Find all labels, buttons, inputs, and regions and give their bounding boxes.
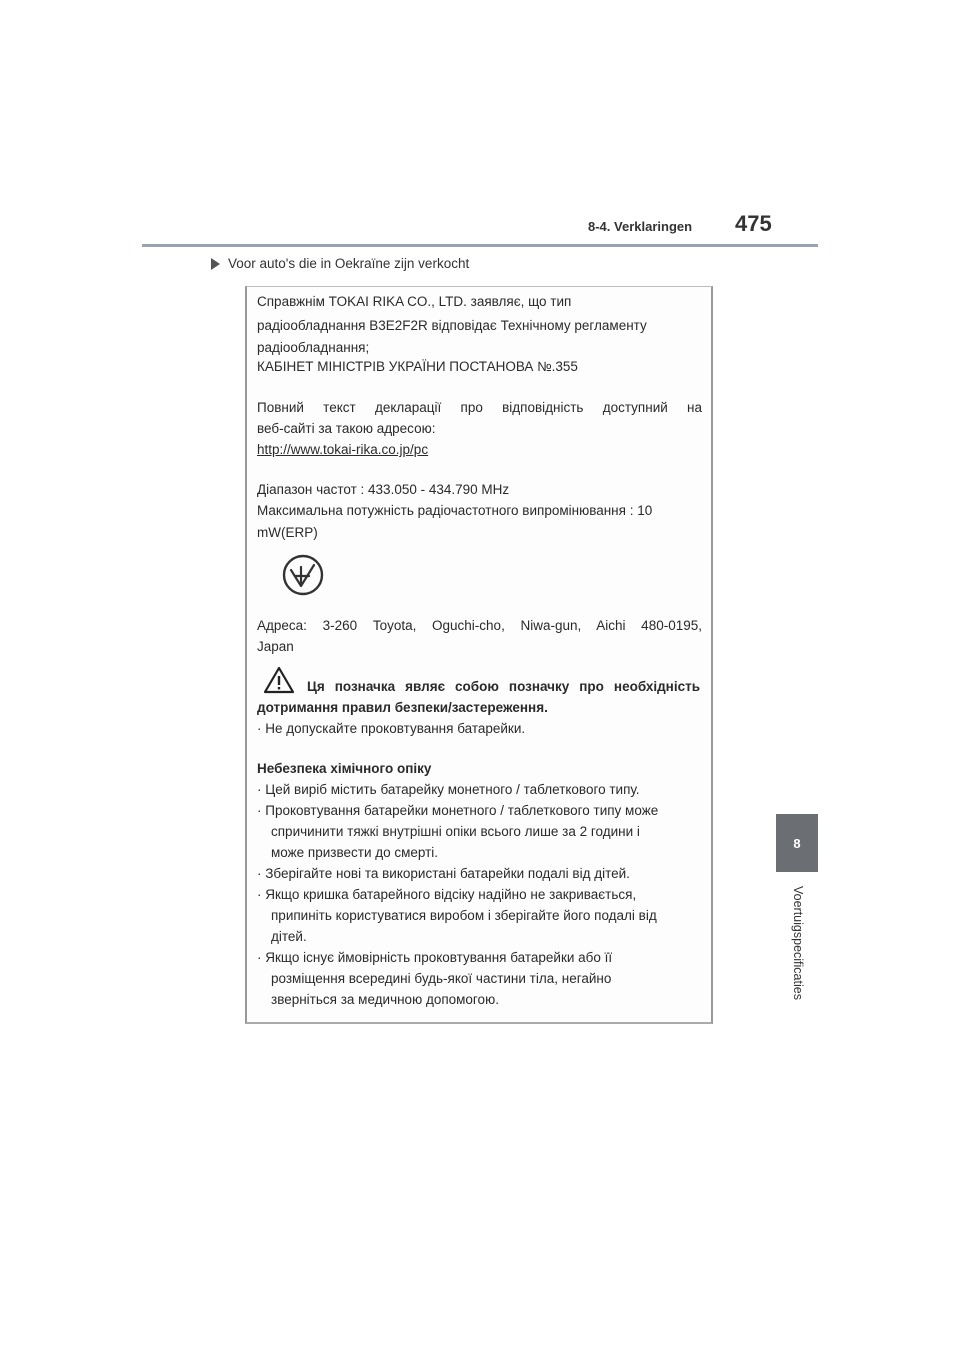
chemical-item-2c: може призвести до смерті. xyxy=(271,845,439,860)
chemical-item-1: · Цей виріб містить батарейку монетного / таблеткового типу. xyxy=(257,782,640,797)
freq-line: Діапазон частот : 433.050 - 434.790 MHz xyxy=(257,482,510,497)
ukrainian-conformity-mark-icon xyxy=(281,553,325,597)
decl-line-3: радіообладнання; xyxy=(257,340,370,355)
address-line-2: Japan xyxy=(257,639,294,654)
chemical-item-5c: зверніться за медичною допомогою. xyxy=(271,992,499,1007)
decl-line-1: Справжнім TOKAI RIKA CO., LTD. заявляє, що тип xyxy=(257,294,572,309)
page-number: 475 xyxy=(735,211,772,236)
side-title: Voertuigspecificaties xyxy=(791,886,805,1000)
warning-line-1: Ця позначка являє собою позначку про необхідність xyxy=(307,679,700,694)
chapter-tab: 8 xyxy=(776,814,818,872)
header-section: 8-4. Verklaringen xyxy=(588,219,693,234)
subheading xyxy=(211,256,469,271)
chemical-item-5b: розміщення всередині будь-якої частини тіла, негайно xyxy=(271,971,612,986)
decl-line-4: КАБІНЕТ МІНІСТРІВ УКРАЇНИ ПОСТАНОВА №.355 xyxy=(257,359,578,374)
warning-line-2: дотримання правил безпеки/застереження. xyxy=(257,700,548,715)
decl-line-2: радіообладнання B3E2F2R відповідає Технічному регламенту xyxy=(257,318,647,333)
warning-item-1: · Не допускайте проковтування батарейки. xyxy=(257,721,526,736)
fulltext-line-2: веб-сайті за такою адресою: xyxy=(257,421,436,436)
subheading-text: Voor auto's die in Oekraïne zijn verkocht xyxy=(228,256,470,271)
fulltext-line-1: Повний текст декларації про відповідність доступний на xyxy=(257,400,702,415)
url-link[interactable]: http://www.tokai-rika.co.jp/pc xyxy=(257,442,429,457)
warning-triangle-icon xyxy=(263,666,295,694)
chemical-item-2a: · Проковтування батарейки монетного / таблеткового типу може xyxy=(257,803,659,818)
chemical-item-4b: припиніть користуватися виробом і зберігайте його подалі від xyxy=(271,908,657,923)
declaration-box xyxy=(245,286,713,1024)
address-line-1: Адреса: 3-260 Toyota, Oguchi-cho, Niwa-gun, Aichi 480-0195, xyxy=(257,618,702,633)
header-rule xyxy=(142,244,818,247)
power-line-1: Максимальна потужність радіочастотного випромінювання : 10 xyxy=(257,503,653,518)
chemical-item-2b: спричинити тяжкі внутрішні опіки всього лише за 2 години і xyxy=(271,824,640,839)
power-line-2: mW(ERP) xyxy=(257,525,318,540)
chemical-title: Небезпека хімічного опіку xyxy=(257,761,432,776)
chemical-item-4a: · Якщо кришка батарейного відсіку надійно не закривається, xyxy=(257,887,637,902)
chemical-item-5a: · Якщо існує ймовірність проковтування батарейки або її xyxy=(257,950,613,965)
chemical-item-4c: дітей. xyxy=(271,929,307,944)
chemical-item-3: · Зберігайте нові та використані батарейки подалі від дітей. xyxy=(257,866,630,881)
arrow-right-icon xyxy=(211,258,220,270)
